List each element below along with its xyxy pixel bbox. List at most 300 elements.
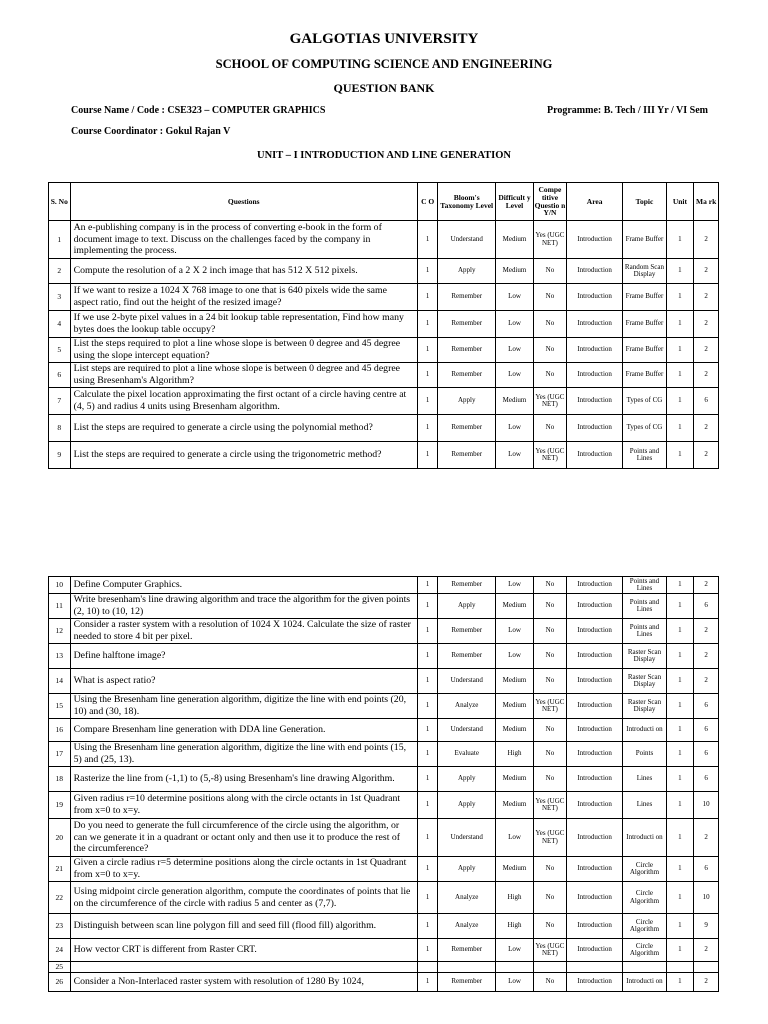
cell-unit: 1 [666, 669, 694, 694]
cell-difficulty: Medium [495, 388, 533, 415]
cell-topic: Raster Scan Display [623, 669, 666, 694]
cell-topic: Lines [623, 792, 666, 819]
col-header-co: C O [417, 183, 438, 221]
document-title: QUESTION BANK [333, 81, 435, 95]
cell-competitive: Yes (UGC NET) [534, 694, 567, 719]
cell-bloom: Remember [438, 644, 496, 669]
cell-area: Introduction [566, 914, 623, 939]
cell-co: 1 [417, 619, 438, 644]
cell-question: Using the Bresenham line generation algorithm, digitize the line with end points (20, 10) and (30, 18). [70, 694, 417, 719]
cell-topic: Frame Buffer [623, 311, 666, 338]
cell-difficulty: Low [495, 973, 533, 992]
cell-bloom: Apply [438, 767, 496, 792]
course-name: Course Name / Code : CSE323 – COMPUTER GRAPHICS [71, 105, 326, 116]
cell-unit: 1 [666, 767, 694, 792]
table-row [49, 388, 719, 415]
cell-topic: Types of CG [623, 415, 666, 442]
table-row [49, 939, 719, 962]
cell-co: 1 [417, 742, 438, 767]
cell-topic: Introducti on [623, 719, 666, 742]
cell-bloom: Remember [438, 442, 496, 469]
cell-sno: 19 [49, 792, 71, 819]
cell-competitive: Yes (UGC NET) [534, 221, 567, 259]
cell-co: 1 [417, 669, 438, 694]
cell-area: Introduction [566, 259, 623, 284]
cell-mark: 2 [694, 619, 719, 644]
cell-question: Define Computer Graphics. [70, 577, 417, 594]
table-row [49, 719, 719, 742]
cell-unit: 1 [666, 577, 694, 594]
cell-mark: 6 [694, 388, 719, 415]
cell-area: Introduction [566, 338, 623, 363]
cell-difficulty: Low [495, 819, 533, 857]
cell-mark: 2 [694, 644, 719, 669]
col-header-difficulty: Difficult y Level [495, 183, 533, 221]
cell-competitive: No [534, 644, 567, 669]
cell-difficulty: Medium [495, 594, 533, 619]
table-row [49, 857, 719, 882]
cell-sno: 9 [49, 442, 71, 469]
cell-competitive: Yes (UGC NET) [534, 939, 567, 962]
cell-difficulty: Low [495, 619, 533, 644]
table-row [49, 442, 719, 469]
table-row [49, 669, 719, 694]
cell-co: 1 [417, 644, 438, 669]
col-header-area: Area [566, 183, 623, 221]
cell-co: 1 [417, 973, 438, 992]
table-row [49, 311, 719, 338]
cell-unit: 1 [666, 857, 694, 882]
cell-topic: Points and Lines [623, 442, 666, 469]
cell-competitive: No [534, 882, 567, 914]
cell-sno: 12 [49, 619, 71, 644]
cell-sno: 5 [49, 338, 71, 363]
cell-co: 1 [417, 819, 438, 857]
cell-mark: 2 [694, 973, 719, 992]
cell-unit: 1 [666, 221, 694, 259]
cell-difficulty: Medium [495, 719, 533, 742]
cell-bloom: Evaluate [438, 742, 496, 767]
cell-competitive: No [534, 669, 567, 694]
cell-competitive: No [534, 767, 567, 792]
cell-unit: 1 [666, 363, 694, 388]
cell-sno: 7 [49, 388, 71, 415]
table-row [49, 882, 719, 914]
cell-mark: 2 [694, 338, 719, 363]
cell-unit: 1 [666, 939, 694, 962]
cell-unit: 1 [666, 594, 694, 619]
table-row [49, 221, 719, 259]
cell-area: Introduction [566, 669, 623, 694]
cell-bloom: Understand [438, 719, 496, 742]
cell-competitive: No [534, 619, 567, 644]
cell-mark: 10 [694, 792, 719, 819]
cell-unit: 1 [666, 619, 694, 644]
cell-area: Introduction [566, 973, 623, 992]
cell-area: Introduction [566, 939, 623, 962]
cell-difficulty: Low [495, 338, 533, 363]
cell-co: 1 [417, 442, 438, 469]
unit-title: UNIT – I INTRODUCTION AND LINE GENERATION [257, 150, 511, 161]
cell-co: 1 [417, 792, 438, 819]
table-row [49, 962, 719, 973]
cell-co: 1 [417, 338, 438, 363]
cell-sno: 11 [49, 594, 71, 619]
cell-question: Compute the resolution of a 2 X 2 inch image that has 512 X 512 pixels. [70, 259, 417, 284]
cell-topic: Frame Buffer [623, 363, 666, 388]
cell-difficulty: High [495, 914, 533, 939]
cell-bloom: Remember [438, 311, 496, 338]
table-row [49, 694, 719, 719]
cell-competitive: No [534, 857, 567, 882]
cell-bloom: Remember [438, 939, 496, 962]
cell-difficulty: Low [495, 311, 533, 338]
table-row [49, 415, 719, 442]
header-row [49, 183, 719, 221]
cell-topic: Raster Scan Display [623, 694, 666, 719]
cell-bloom: Apply [438, 259, 496, 284]
cell-topic: Points and Lines [623, 594, 666, 619]
col-header-questions: Questions [70, 183, 417, 221]
cell-competitive: No [534, 259, 567, 284]
cell-question: Consider a Non-Interlaced raster system with resolution of 1280 By 1024, [70, 973, 417, 992]
table-row [49, 792, 719, 819]
cell-unit: 1 [666, 644, 694, 669]
cell-difficulty: Low [495, 415, 533, 442]
cell-topic: Random Scan Display [623, 259, 666, 284]
cell-bloom: Remember [438, 973, 496, 992]
cell-mark: 2 [694, 819, 719, 857]
col-header-bloom: Bloom's Taxonomy Level [438, 183, 496, 221]
cell-unit: 1 [666, 742, 694, 767]
cell-difficulty: Low [495, 577, 533, 594]
cell-mark: 2 [694, 363, 719, 388]
cell-competitive: No [534, 415, 567, 442]
cell-question: Given radius r=10 determine positions along with the circle octants in 1st Quadrant from x=0 to x=y. [70, 792, 417, 819]
cell-unit: 1 [666, 284, 694, 311]
cell-unit: 1 [666, 819, 694, 857]
cell-bloom: Apply [438, 594, 496, 619]
cell-mark: 6 [694, 594, 719, 619]
school-title: SCHOOL OF COMPUTING SCIENCE AND ENGINEERING [215, 57, 553, 71]
cell-bloom: Apply [438, 857, 496, 882]
cell-co: 1 [417, 363, 438, 388]
cell-topic: Types of CG [623, 388, 666, 415]
cell-area: Introduction [566, 442, 623, 469]
cell-difficulty: Medium [495, 767, 533, 792]
cell-question: Calculate the pixel location approximating the first octant of a circle having centre at (4, 5) and radius 4 units using Bresenham algorithm. [70, 388, 417, 415]
cell-area: Introduction [566, 767, 623, 792]
cell-question: Using midpoint circle generation algorithm, compute the coordinates of points that lie on the circumference of the circle with radius 5 and center as (7,7). [70, 882, 417, 914]
cell-unit: 1 [666, 882, 694, 914]
table-row [49, 742, 719, 767]
cell-sno: 10 [49, 577, 71, 594]
cell-co: 1 [417, 221, 438, 259]
cell-bloom: Remember [438, 363, 496, 388]
cell-unit: 1 [666, 792, 694, 819]
cell-difficulty: Low [495, 939, 533, 962]
cell-mark: 2 [694, 311, 719, 338]
cell-mark: 6 [694, 742, 719, 767]
table-row [49, 914, 719, 939]
cell-competitive: No [534, 719, 567, 742]
cell-bloom: Apply [438, 792, 496, 819]
cell-area: Introduction [566, 221, 623, 259]
cell-co: 1 [417, 694, 438, 719]
university-title: GALGOTIAS UNIVERSITY [289, 31, 479, 47]
cell-difficulty: Medium [495, 694, 533, 719]
cell-sno: 20 [49, 819, 71, 857]
cell-mark: 2 [694, 442, 719, 469]
cell-question: List the steps are required to generate a circle using the trigonometric method? [70, 442, 417, 469]
cell-topic: Introducti on [623, 819, 666, 857]
cell-question: List steps are required to plot a line whose slope is between 0 degree and 45 degree using Bresenham's Algorithm? [70, 363, 417, 388]
cell-co: 1 [417, 882, 438, 914]
cell-competitive: No [534, 914, 567, 939]
question-table-page2 [48, 576, 719, 992]
cell-area: Introduction [566, 363, 623, 388]
cell-area: Introduction [566, 311, 623, 338]
cell-area: Introduction [566, 619, 623, 644]
cell-unit: 1 [666, 388, 694, 415]
cell-co: 1 [417, 415, 438, 442]
cell-mark: 6 [694, 857, 719, 882]
cell-mark: 6 [694, 694, 719, 719]
cell-co: 1 [417, 388, 438, 415]
cell-area [566, 962, 623, 973]
cell-bloom: Analyze [438, 914, 496, 939]
cell-unit [666, 962, 694, 973]
cell-question: How vector CRT is different from Raster CRT. [70, 939, 417, 962]
cell-question: List the steps are required to generate a circle using the polynomial method? [70, 415, 417, 442]
cell-question: An e-publishing company is in the process of converting e-book in the form of document image to text. Discuss on the challenges faced by the company in implementing the process. [70, 221, 417, 259]
cell-unit: 1 [666, 719, 694, 742]
cell-difficulty: Low [495, 363, 533, 388]
cell-unit: 1 [666, 259, 694, 284]
cell-topic: Raster Scan Display [623, 644, 666, 669]
cell-unit: 1 [666, 973, 694, 992]
cell-question: Rasterize the line from (-1,1) to (5,-8) using Bresenham's line drawing Algorithm. [70, 767, 417, 792]
col-header-unit: Unit [666, 183, 694, 221]
cell-question: List the steps required to plot a line whose slope is between 0 degree and 45 degree using the slope intercept equation? [70, 338, 417, 363]
question-table-page1 [48, 182, 719, 469]
cell-mark: 2 [694, 669, 719, 694]
cell-sno: 14 [49, 669, 71, 694]
cell-sno: 1 [49, 221, 71, 259]
col-header-mark: Ma rk [694, 183, 719, 221]
cell-sno: 18 [49, 767, 71, 792]
cell-area: Introduction [566, 882, 623, 914]
cell-sno: 4 [49, 311, 71, 338]
cell-unit: 1 [666, 442, 694, 469]
cell-unit: 1 [666, 914, 694, 939]
cell-co: 1 [417, 767, 438, 792]
cell-co: 1 [417, 284, 438, 311]
cell-area: Introduction [566, 694, 623, 719]
cell-bloom: Analyze [438, 694, 496, 719]
cell-bloom: Understand [438, 221, 496, 259]
cell-bloom: Remember [438, 415, 496, 442]
cell-topic: Points and Lines [623, 577, 666, 594]
cell-bloom [438, 962, 496, 973]
cell-mark: 2 [694, 259, 719, 284]
cell-difficulty: Medium [495, 221, 533, 259]
cell-difficulty: Medium [495, 259, 533, 284]
cell-competitive: No [534, 338, 567, 363]
cell-co [417, 962, 438, 973]
cell-competitive: Yes (UGC NET) [534, 442, 567, 469]
cell-area: Introduction [566, 577, 623, 594]
cell-area: Introduction [566, 644, 623, 669]
cell-sno: 3 [49, 284, 71, 311]
table-row [49, 973, 719, 992]
cell-topic: Frame Buffer [623, 338, 666, 363]
cell-topic: Lines [623, 767, 666, 792]
table-row [49, 363, 719, 388]
cell-sno: 2 [49, 259, 71, 284]
cell-area: Introduction [566, 792, 623, 819]
cell-sno: 25 [49, 962, 71, 973]
cell-mark: 10 [694, 882, 719, 914]
cell-sno: 8 [49, 415, 71, 442]
cell-competitive: No [534, 284, 567, 311]
cell-difficulty: Medium [495, 792, 533, 819]
cell-topic: Circle Algorithm [623, 914, 666, 939]
cell-topic: Circle Algorithm [623, 939, 666, 962]
cell-topic: Frame Buffer [623, 284, 666, 311]
cell-unit: 1 [666, 694, 694, 719]
cell-co: 1 [417, 577, 438, 594]
cell-question: Distinguish between scan line polygon fill and seed fill (flood fill) algorithm. [70, 914, 417, 939]
cell-difficulty: Low [495, 284, 533, 311]
cell-sno: 13 [49, 644, 71, 669]
cell-sno: 23 [49, 914, 71, 939]
cell-competitive: Yes (UGC NET) [534, 819, 567, 857]
cell-difficulty: Medium [495, 857, 533, 882]
cell-sno: 22 [49, 882, 71, 914]
cell-topic: Circle Algorithm [623, 857, 666, 882]
cell-co: 1 [417, 594, 438, 619]
table-row [49, 819, 719, 857]
cell-bloom: Remember [438, 577, 496, 594]
cell-question: Given a circle radius r=5 determine positions along the circle octants in 1st Quadrant from x=0 to x=y. [70, 857, 417, 882]
cell-question: Do you need to generate the full circumference of the circle using the algorithm, or can we generate it in a quadrant or octant only and then use it to produce the rest of the circumference? [70, 819, 417, 857]
cell-bloom: Remember [438, 619, 496, 644]
cell-unit: 1 [666, 415, 694, 442]
cell-question [70, 962, 417, 973]
cell-competitive: No [534, 363, 567, 388]
cell-topic: Circle Algorithm [623, 882, 666, 914]
cell-topic: Frame Buffer [623, 221, 666, 259]
cell-mark: 2 [694, 221, 719, 259]
cell-area: Introduction [566, 284, 623, 311]
table-row [49, 767, 719, 792]
cell-question: If we use 2-byte pixel values in a 24 bit lookup table representation, Find how many bytes does the lookup table occupy? [70, 311, 417, 338]
cell-area: Introduction [566, 388, 623, 415]
cell-area: Introduction [566, 742, 623, 767]
cell-unit: 1 [666, 338, 694, 363]
table-row [49, 577, 719, 594]
cell-sno: 24 [49, 939, 71, 962]
cell-bloom: Analyze [438, 882, 496, 914]
cell-competitive: Yes (UGC NET) [534, 792, 567, 819]
cell-topic: Introducti on [623, 973, 666, 992]
cell-bloom: Understand [438, 669, 496, 694]
cell-mark: 2 [694, 284, 719, 311]
cell-co: 1 [417, 259, 438, 284]
course-coordinator: Course Coordinator : Gokul Rajan V [71, 126, 231, 137]
programme: Programme: B. Tech / III Yr / VI Sem [546, 105, 708, 116]
cell-bloom: Remember [438, 284, 496, 311]
cell-question: Define halftone image? [70, 644, 417, 669]
cell-mark: 6 [694, 719, 719, 742]
cell-question: Consider a raster system with a resolution of 1024 X 1024. Calculate the size of raster needed to store 4 bit per pixel. [70, 619, 417, 644]
cell-question: Write bresenham's line drawing algorithm and trace the algorithm for the given points (2, 10) to (10, 12) [70, 594, 417, 619]
cell-sno: 16 [49, 719, 71, 742]
cell-mark: 9 [694, 914, 719, 939]
cell-sno: 6 [49, 363, 71, 388]
cell-competitive: No [534, 742, 567, 767]
cell-difficulty: Medium [495, 669, 533, 694]
cell-difficulty: Low [495, 644, 533, 669]
cell-difficulty: High [495, 742, 533, 767]
cell-area: Introduction [566, 857, 623, 882]
cell-topic: Points and Lines [623, 619, 666, 644]
cell-mark: 2 [694, 577, 719, 594]
cell-mark: 2 [694, 415, 719, 442]
cell-competitive [534, 962, 567, 973]
cell-bloom: Apply [438, 388, 496, 415]
cell-sno: 15 [49, 694, 71, 719]
cell-area: Introduction [566, 415, 623, 442]
col-header-topic: Topic [623, 183, 666, 221]
cell-co: 1 [417, 857, 438, 882]
table-row [49, 338, 719, 363]
cell-topic [623, 962, 666, 973]
cell-mark: 2 [694, 939, 719, 962]
cell-question: If we want to resize a 1024 X 768 image to one that is 640 pixels wide the same aspect ratio, find out the height of the resized image? [70, 284, 417, 311]
cell-topic: Points [623, 742, 666, 767]
cell-question: Compare Bresenham line generation with DDA line Generation. [70, 719, 417, 742]
cell-co: 1 [417, 914, 438, 939]
cell-competitive: No [534, 577, 567, 594]
table-row [49, 619, 719, 644]
cell-bloom: Remember [438, 338, 496, 363]
cell-sno: 17 [49, 742, 71, 767]
cell-difficulty [495, 962, 533, 973]
cell-competitive: No [534, 594, 567, 619]
cell-competitive: Yes (UGC NET) [534, 388, 567, 415]
cell-question: What is aspect ratio? [70, 669, 417, 694]
cell-mark: 6 [694, 767, 719, 792]
cell-co: 1 [417, 939, 438, 962]
table-row [49, 284, 719, 311]
table-row [49, 594, 719, 619]
cell-co: 1 [417, 719, 438, 742]
table-row [49, 644, 719, 669]
cell-difficulty: Low [495, 442, 533, 469]
cell-difficulty: High [495, 882, 533, 914]
cell-bloom: Understand [438, 819, 496, 857]
cell-area: Introduction [566, 719, 623, 742]
cell-mark [694, 962, 719, 973]
cell-sno: 21 [49, 857, 71, 882]
cell-question: Using the Bresenham line generation algorithm, digitize the line with end points (15, 5) and (25, 13). [70, 742, 417, 767]
col-header-sno: S. No [49, 183, 71, 221]
cell-area: Introduction [566, 594, 623, 619]
table-row [49, 259, 719, 284]
cell-competitive: No [534, 973, 567, 992]
